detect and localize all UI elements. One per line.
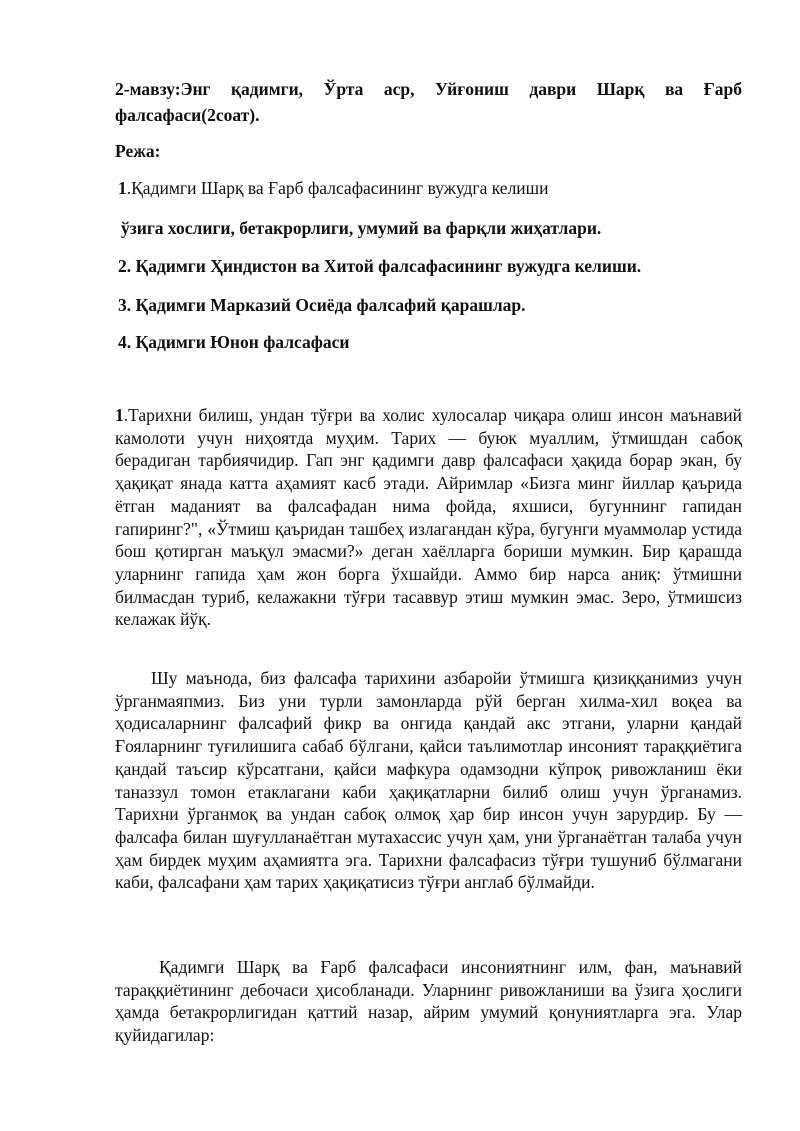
plan-item-4: 4. Қадимги Юнон фалсафаси bbox=[118, 332, 350, 352]
plan-item-1-continuation: ўзига хослиги, бетакрорлиги, умумий ва фарқли жиҳатлари. bbox=[121, 218, 602, 238]
topic-title-line1: 2-мавзу:Энг қадимги, Ўрта аср, Уйғониш даври Шарқ ва Ғарб bbox=[115, 79, 742, 99]
plan-item-1-text: .Қадимги Шарқ ва Ғарб фалсафасининг вужудга келиши bbox=[126, 178, 549, 198]
plan-item-1-number: 1 bbox=[118, 178, 127, 198]
body-paragraph-2: Шу маънода, биз фалсафа тарихини азбаройи ўтмишга қизиққанимиз учун ўрганмаяпмиз. Биз уни турли замонларда рўй берган хилма-хил воқеа ва ҳодисаларнинг фалсафий фикр ва онгида қандай акс этгани, уларни қандай Ғояларнинг туғилишига сабаб бўлгани, қайси таълимотлар инсоният тараққиётига қандай таъсир кўрсатгани, қайси мафкура одамзодни кўпроқ ривожланиш ёки таназзул томон етаклагани каби ҳақиқатларни билиб олиш учун ўрганамиз. Тарихни ўрганмоқ ва ундан сабоқ олмоқ ҳар бир инсон учун зарурдир. Бу — фалсафа билан шуғулланаётган мутахассис учун ҳам, уни ўрганаётган талаба учун ҳам бирдек муҳим аҳамиятга эга. Тарихни фалсафасиз тўғри тушуниб бўлмагани каби, фалсафани ҳам тарих ҳақиқатисиз тўғри англаб бўлмайди. bbox=[115, 668, 742, 893]
body-paragraph-1-text: .Тарихни билиш, ундан тўғри ва холис хулосалар чиқара олиш инсон маънавий камолоти учун ниҳоятда муҳим. Тарих — буюк муаллим, ўтмишдан сабоқ берадиган тарбиячидир. Гап энг қадимги давр фалсафаси ҳақида борар экан, бу ҳақиқат янада катта аҳамият касб этади. Айримлар «Бизга минг йиллар қаърида ётган маданият ва фалсафадан нима фойда, яхшиси, бугуннинг гапидан гапиринг?", «Ўтмиш қаъридан ташбеҳ излагандан кўра, бугунги муаммолар устида бош қотирган маъқул эмасми?» деган хаёлларга бориши мумкин. Бир қарашда уларнинг гапида ҳам жон борга ўхшайди. Аммо бир нарса аниқ: ўтмишни билмасдан туриб, келажакни тўғри тасаввур этиш мумкин эмас. Зеро, ўтмишсиз келажак йўқ. bbox=[115, 405, 742, 630]
body-paragraph-1 bbox=[115, 404, 742, 631]
plan-item-3: 3. Қадимги Марказий Осиёда фалсафий қарашлар. bbox=[118, 295, 526, 315]
topic-title bbox=[115, 76, 742, 128]
plan-item-1 bbox=[118, 178, 549, 199]
plan-item-2: 2. Қадимги Ҳиндистон ва Хитой фалсафасининг вужудга келиши. bbox=[118, 256, 642, 276]
plan-heading: Режа: bbox=[115, 141, 161, 161]
topic-title-line2: фалсафаси(2соат). bbox=[115, 105, 260, 125]
body-paragraph-3: Қадимги Шарқ ва Ғарб фалсафаси инсониятнинг илм, фан, маънавий тараққиётининг дебочаси ҳисобланади. Уларнинг ривожланиши ва ўзига ҳослиги ҳамда бетакрорлигидан қаттий назар, айрим умумий қонуниятларга эга. Улар қуйидагилар: bbox=[115, 957, 742, 1046]
paragraph-number: 1 bbox=[115, 405, 124, 425]
